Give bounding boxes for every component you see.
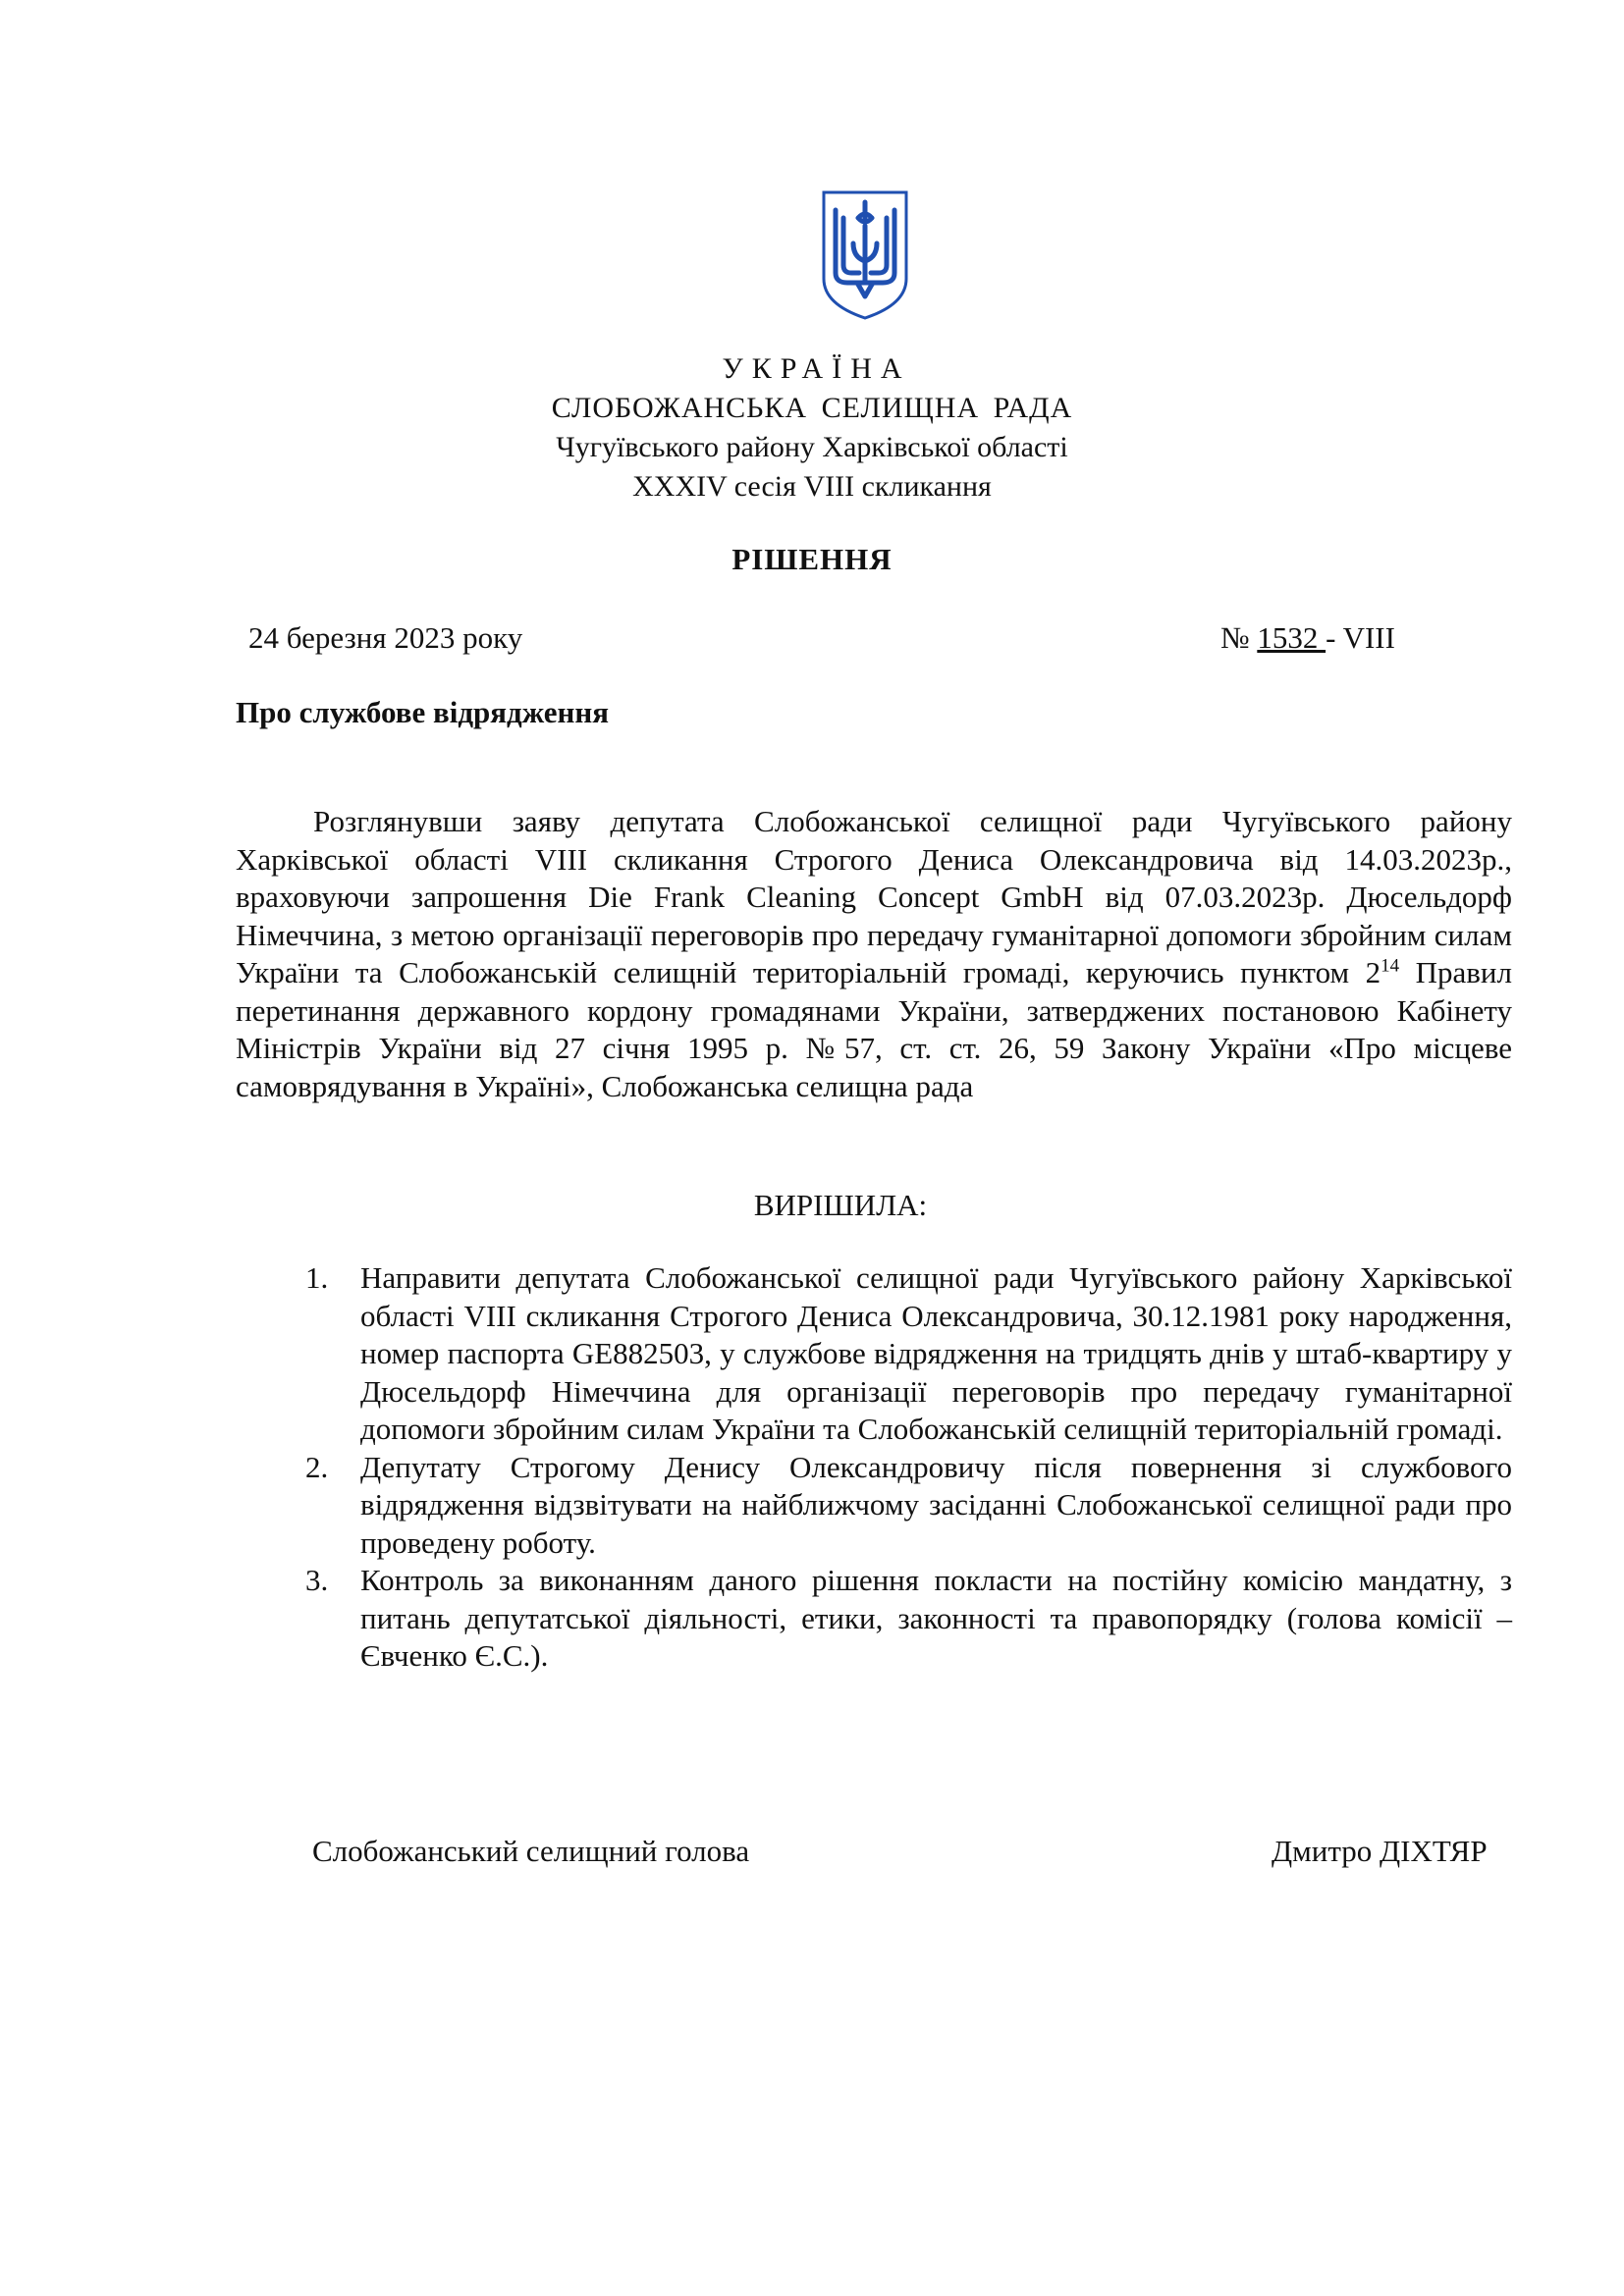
decision-number bbox=[1220, 618, 1395, 658]
council-name: СЛОБОЖАНСЬКА СЕЛИЩНА РАДА bbox=[551, 392, 1073, 424]
decision-date: 24 березня 2023 року bbox=[248, 620, 523, 655]
decision-number-value: 1532 bbox=[1257, 620, 1326, 655]
resolved-heading: ВИРІШИЛА: bbox=[753, 1188, 928, 1222]
decision-subject: Про службове відрядження bbox=[236, 695, 610, 729]
signatory-title: Слобожанський селищний голова bbox=[312, 1834, 750, 1868]
decision-point-text: Депутату Строгому Денису Олександровичу після повернення зі службового відрядження відзвітувати на найближчому засіданні Слобожанської селищної ради про проведену роботу. bbox=[360, 1449, 1512, 1560]
country-name: УКРАЇНА bbox=[722, 352, 911, 385]
decision-point-number: 2. bbox=[305, 1449, 329, 1484]
preamble-text-part2: Правил перетинання державного кордону громадянами України, затверджених постановою Кабінету Міністрів України від 27 січня 1995 р. №57, ст. ст. 26, 59 Закону України «Про місцеве самоврядування в Україні», Слобожанська селищна рада bbox=[236, 955, 1512, 1103]
decision-number-suffix: - VIII bbox=[1326, 620, 1395, 655]
signatory-name: Дмитро ДІХТЯР bbox=[1272, 1834, 1488, 1868]
decision-point bbox=[305, 1259, 1512, 1449]
preamble-paragraph bbox=[236, 803, 1512, 1105]
decision-point-number: 1. bbox=[305, 1260, 329, 1295]
document-type-title: РІШЕННЯ bbox=[731, 542, 893, 576]
decision-point-number: 3. bbox=[305, 1563, 329, 1597]
decision-point-text: Направити депутата Слобожанської селищної ради Чугуївського району Харківської області VIII скликання Строгого Дениса Олександровича, 30.12.1981 року народження, номер паспорта GE882503, у службове відрядження на тридцять днів у штаб-квартиру у Дюсельдорф Німеччина для організації переговорів про передачу гуманітарної допомоги збройним силам України та Слобожанській селищній територіальній громаді. bbox=[360, 1260, 1512, 1446]
council-district: Чугуївського району Харківської області bbox=[556, 431, 1068, 463]
preamble-superscript: 14 bbox=[1380, 955, 1400, 977]
decision-number-prefix: № bbox=[1220, 620, 1258, 655]
decision-point-text: Контроль за виконанням даного рішення покласти на постійну комісію мандатну, з питань депутатської діяльності, етики, законності та правопорядку (голова комісії – Євченко Є.С.). bbox=[360, 1563, 1512, 1673]
decision-point bbox=[305, 1449, 1512, 1563]
council-session: XXXIV сесія VIII скликання bbox=[632, 470, 992, 503]
preamble-text-part1: Розглянувши заяву депутата Слобожанської селищної ради Чугуївського району Харківської області VIII скликання Строгого Дениса Олександровича від 14.03.2023р., враховуючи запрошення Die Frank Cleaning Concept GmbH від 07.03.2023р. Дюсельдорф Німеччина, з метою організації переговорів про передачу гуманітарної допомоги збройним силам України та Слобожанській селищній територіальній громаді, керуючись пунктом 2 bbox=[236, 804, 1512, 989]
decision-point bbox=[305, 1562, 1512, 1676]
document-header bbox=[0, 349, 1624, 507]
decision-points-list bbox=[305, 1259, 1512, 1676]
ukraine-trident-coat-of-arms-icon bbox=[818, 188, 912, 322]
